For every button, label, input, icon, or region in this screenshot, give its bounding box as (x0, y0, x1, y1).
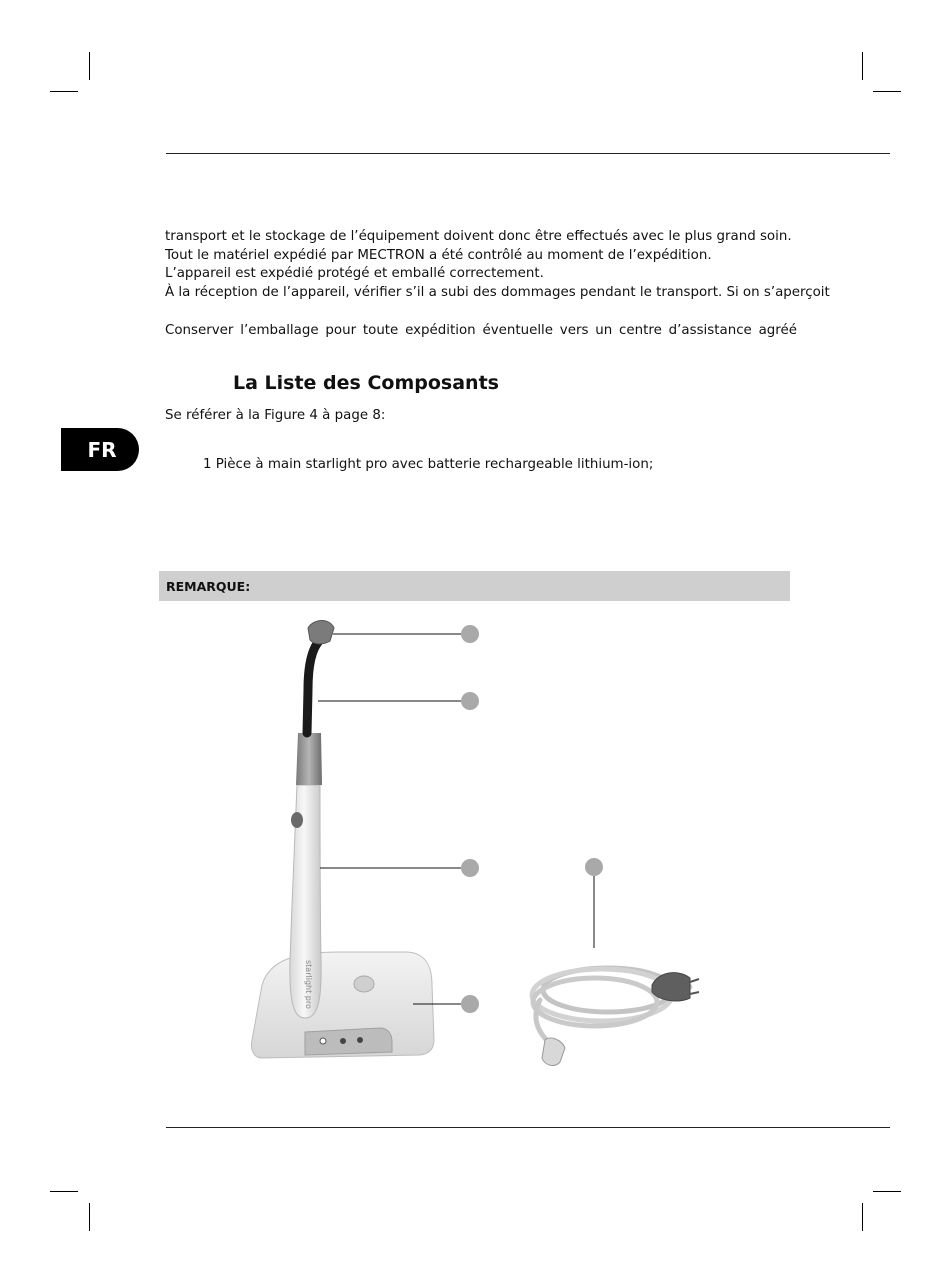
callout-marker (461, 692, 479, 710)
text-line: L’appareil est expédié protégé et emballé correctement. (165, 266, 544, 281)
charging-base (251, 952, 434, 1058)
callout-marker (585, 858, 603, 876)
callout-marker (461, 625, 479, 643)
callout-marker (461, 859, 479, 877)
text-line: À la réception de l’appareil, vérifier s’il a subi des dommages pendant le transport. Si on s’aperçoit (165, 284, 830, 300)
text-line: Conserver l’emballage pour toute expédition éventuelle vers un centre d’assistance agréé (165, 323, 797, 338)
note-label: REMARQUE: (166, 579, 251, 594)
connector (542, 1038, 565, 1065)
svg-text:starlight pro: starlight pro (304, 960, 313, 1009)
component-item: 1 Pièce à main starlight pro avec batterie rechargeable lithium-ion; (203, 457, 654, 472)
text-line: transport et le stockage de l’équipement doivent donc être effectués avec le plus grand soin. (165, 229, 792, 244)
language-tab: FR (61, 428, 139, 471)
callout-marker (461, 995, 479, 1013)
section-title: La Liste des Composants (233, 372, 499, 394)
figure-reference: Se référer à la Figure 4 à page 8: (165, 408, 386, 423)
text-line: Tout le matériel expédié par MECTRON a été contrôlé au moment de l’expédition. (165, 247, 712, 263)
